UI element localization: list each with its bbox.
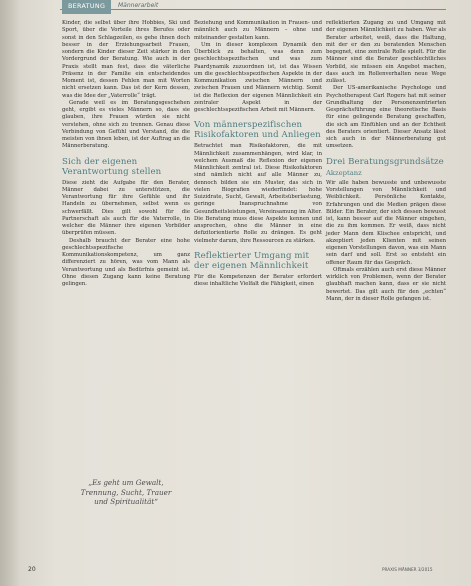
section-heading: Sich der eigenen Verantwortung stellen [62,156,162,177]
section-heading: Von männerspezifischen Risikofaktoren und Anliegen [194,120,321,141]
header-rule [60,9,446,10]
section-tab: BERATUNG [62,0,111,14]
paragraph: Betrachtet man Risikofaktoren, die mit Männlichkeit zusammenhängen, wird klar, in welchem Ausmaß die Reflexion der eigenen Männlichkeit zentral ist. Diese Risikofaktoren sind nämlich nicht auf alle Männer zu, dennoch bilden sie ein Muster, das sich in vielen Biografien wiederfindet: hohe Suizidrate, Sucht, Gewalt, Arbeitsüberlastung, geringe Inanspruchnahme von Gesundheitsleistungen, Vereinsamung im Alter. Die Beratung muss diese Aspekte kennen und ansprechen, ohne die Männer in eine defizitorientierte Rolle zu drängen. Es geht vielmehr darum, ihre Ressourcen zu stärken. [194,143,322,244]
paragraph: Wir alle haben bewusste und unbewusste Vorstellungen von Männlichkeit und Weiblichkeit. Persönliche Kontakte, Erfahrungen und die Medien prägen diese Bilder. Ein Berater, der sich dessen bewusst ist, kann besser auf die Männer eingehen, die zu ihm kommen. Er weiß, dass nicht jeder Mann dem Klischee entspricht, und akzeptiert jeden Klienten mit seinen eigenen Vorstellungen davon, was ein Mann sein darf und soll. Erst so entsteht ein offener Raum für das Gespräch. [326,179,446,266]
journal-footer: PRAXIS MÄNNER 3/2015 [382,567,433,572]
paragraph: Diese zieht die Aufgabe für den Berater, Männer dabei zu unterstützen, die Verantwortung für ihre Gefühle und ihr Handeln zu übernehmen, selbst wenn es schwerfällt. Dies gilt sowohl für die Partnerschaft als auch für die Vaterrolle, in welcher die Männer ihre eigenen Vorbilder überprüfen müssen. [62,179,190,237]
quote-line: Trennung, Sucht, Trauer [80,487,172,497]
section-heading: Drei Beratungsgrundsätze [326,156,444,167]
binding-shadow [0,0,20,586]
page-number: 20 [28,566,36,573]
paragraph: Um in dieser komplexen Dynamik den Überblick zu behalten, was denn zum geschlechtsspezifischen und was zum Paardynamik zuzuordnen ist, ist das Wissen um die geschlechtsspezifischen Aspekte in der Kommunikation zwischen Männern und zwischen Frauen und Männern wichtig. Somit ist die Reflexion der eigenen Männlichkeit ein zentraler Aspekt in der geschlechtsspezifischen Arbeit mit Männern. [194,41,322,113]
column-3 [326,20,446,303]
paragraph: reflektierten Zugang zu und Umgang mit der eigenen Männlichkeit zu haben. Wer als Berater arbeitet, weiß, dass die Haltung, mit der er den zu beratenden Menschen begegnet, eine zentrale Rolle spielt. Für die Männer sind die Berater geschlechtliches Vorbild, sie müssen ein Angebot machen, dass auch im Rollenverhalten neue Wege zulässt. [326,20,446,84]
paragraph: Für die Kompetenzen der Berater erfordert diese inhaltliche Vielfalt die Fähigkeit, einen [194,273,322,287]
paragraph: Kinder, die selbst über ihre Hobbies, Ski und Sport, über die Vorteile ihres Berufes oder sonst in den Schlagzeilen, es gehe ihnen doch besser in der Erziehungsarbeit Frauen, sondern die Kinder dieser Zeit stärker in den Vordergrund der Beratung. Wie auch in der Praxis stellt man fest, dass die väterliche Präsenz in der Familie ein entscheidendes Moment ist, dessen Fehlen man mit Worten nicht ersetzen kann. Das ist der Kern dessen, was die Idee der „Vaterrolle“ trägt. [62,20,190,99]
paragraph: Deshalb braucht der Berater eine hohe geschlechtsspezifische Kommunikationskompetenz, um ganz differenziert zu hören, was vom Mann als Verantwortung und als Bedürfnis gemeint ist. Ohne diesen Zugang kann keine Beratung gelingen. [62,237,190,287]
paragraph: Der US-amerikanische Psychologe und Psychotherapeut Carl Rogers hat mit seiner Grundhaltung der Personenzentrierten Gesprächsführung eine theoretische Basis für eine gelingende Beratung geschaffen, die sich am Einfühlen und an der Echtheit des Beraters orientiert. Dieser Ansatz lässt sich auch in der Männerberatung gut umsetzen. [326,85,446,150]
quote-line: „Es geht um Gewalt, [88,478,164,487]
paragraph: Oftmals erzählen auch erst diese Männer wirklich von Problemen, wenn der Berater glaubhaft machen kann, dass er sie nicht bewertet. Das gilt auch für den „echten“ Mann, der in dieser Rolle gefangen ist. [326,266,446,302]
section-subtitle: Männerarbeit [118,2,159,9]
paragraph: Gerade weil es im Beratungsgeschehen geht, ergibt es vieles Männern so, dass sie glauben, ihre Frauen würden sie nicht verstehen, ohne sich zu trennen. Genau diese Verbindung von Gefühl und Verstand, die die meisten von ihnen leben, ist der Auftrag an die Männerberatung. [62,99,190,150]
column-1 [62,20,190,288]
section-heading: Reflektierter Umgang mit der eigenen Männlichkeit [194,250,310,271]
subsection-heading: Akzeptanz [326,168,362,177]
column-2 [194,20,322,288]
paragraph: Beziehung und Kommunikation in Frauen- und männlich auch zu Männern – ohne und miteinander gestalten kann. [194,20,322,41]
pull-quote [62,478,190,507]
quote-line: und Spiritualität“ [94,497,158,507]
